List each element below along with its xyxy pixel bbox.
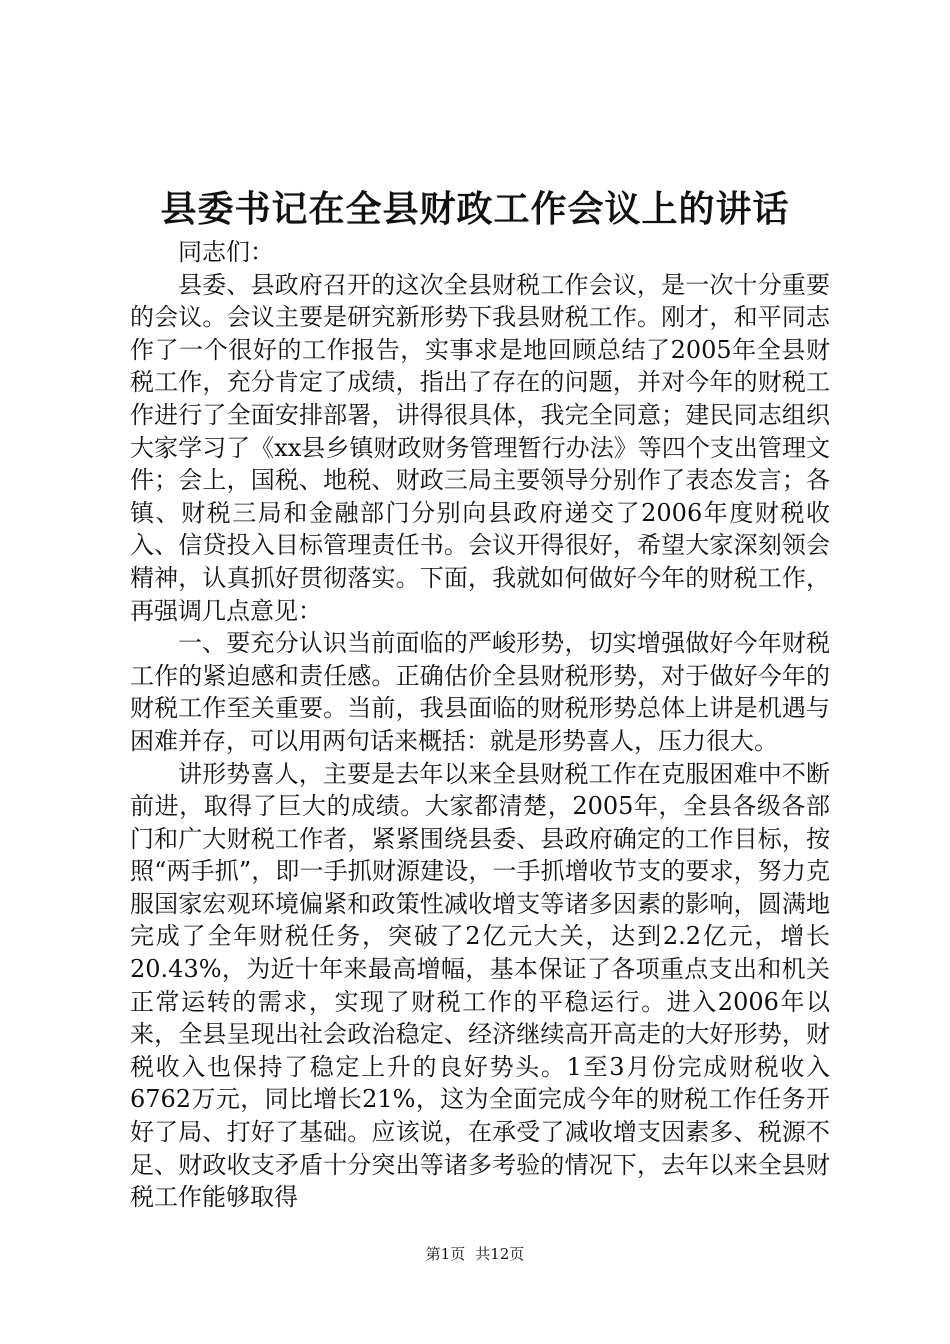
page-footer: [0, 1243, 950, 1265]
paragraph-achievements: 讲形势喜人，主要是去年以来全县财税工作在克服困难中不断前进，取得了巨大的成绩。大家都清楚，2005年，全县各级各部门和广大财税工作者，紧紧围绕县委、县政府确定的工作目标，按照“两手抓”，即一手抓财源建设，一手抓增收节支的要求，努力克服国家宏观环境偏紧和政策性减收增支等诸多因素的影响，圆满地完成了全年财税任务，突破了2亿元大关，达到2.2亿元，增长20.43%，为近十年来最高增幅，基本保证了各项重点支出和机关正常运转的需求，实现了财税工作的平稳运行。进入2006年以来，全县呈现出社会政治稳定、经济继续高开高走的大好形势，财税收入也保持了稳定上升的良好势头。1至3月份完成财税收入6762万元，同比增长21%，这为全面完成今年的财税工作任务开好了局、打好了基础。应该说，在承受了减收增支因素多、税源不足、财政收支矛盾十分突出等诸多考验的情况下，去年以来全县财税工作能够取得: [130, 759, 830, 1212]
document-title: 县委书记在全县财政工作会议上的讲话: [160, 188, 790, 230]
page-count: 共12页: [475, 1245, 525, 1263]
document-body: [130, 236, 830, 1214]
paragraph-section-one: 一、要充分认识当前面临的严峻形势，切实增强做好今年财税工作的紧迫感和责任感。正确估价全县财税形势，对于做好今年的财税工作至关重要。当前，我县面临的财税形势总体上讲是机遇与困难并存，可以用两句话来概括：就是形势喜人，压力很大。: [130, 629, 830, 755]
paragraph-introduction: 县委、县政府召开的这次全县财税工作会议，是一次十分重要的会议。会议主要是研究新形势下我县财税工作。刚才，和平同志作了一个很好的工作报告，实事求是地回顾总结了2005年全县财税工作，充分肯定了成绩，指出了存在的问题，并对今年的财税工作进行了全面安排部署，讲得很具体，我完全同意；建民同志组织大家学习了《xx县乡镇财政财务管理暂行办法》等四个支出管理文件；会上，国税、地税、财政三局主要领导分别作了表态发言；各镇、财税三局和金融部门分别向县政府递交了2006年度财税收入、信贷投入目标管理责任书。会议开得很好，希望大家深刻领会精神，认真抓好贯彻落实。下面，我就如何做好今年的财税工作，再强调几点意见：: [130, 270, 830, 625]
page-number: 第1页: [425, 1245, 466, 1263]
paragraph-greeting: 同志们：: [178, 238, 274, 266]
